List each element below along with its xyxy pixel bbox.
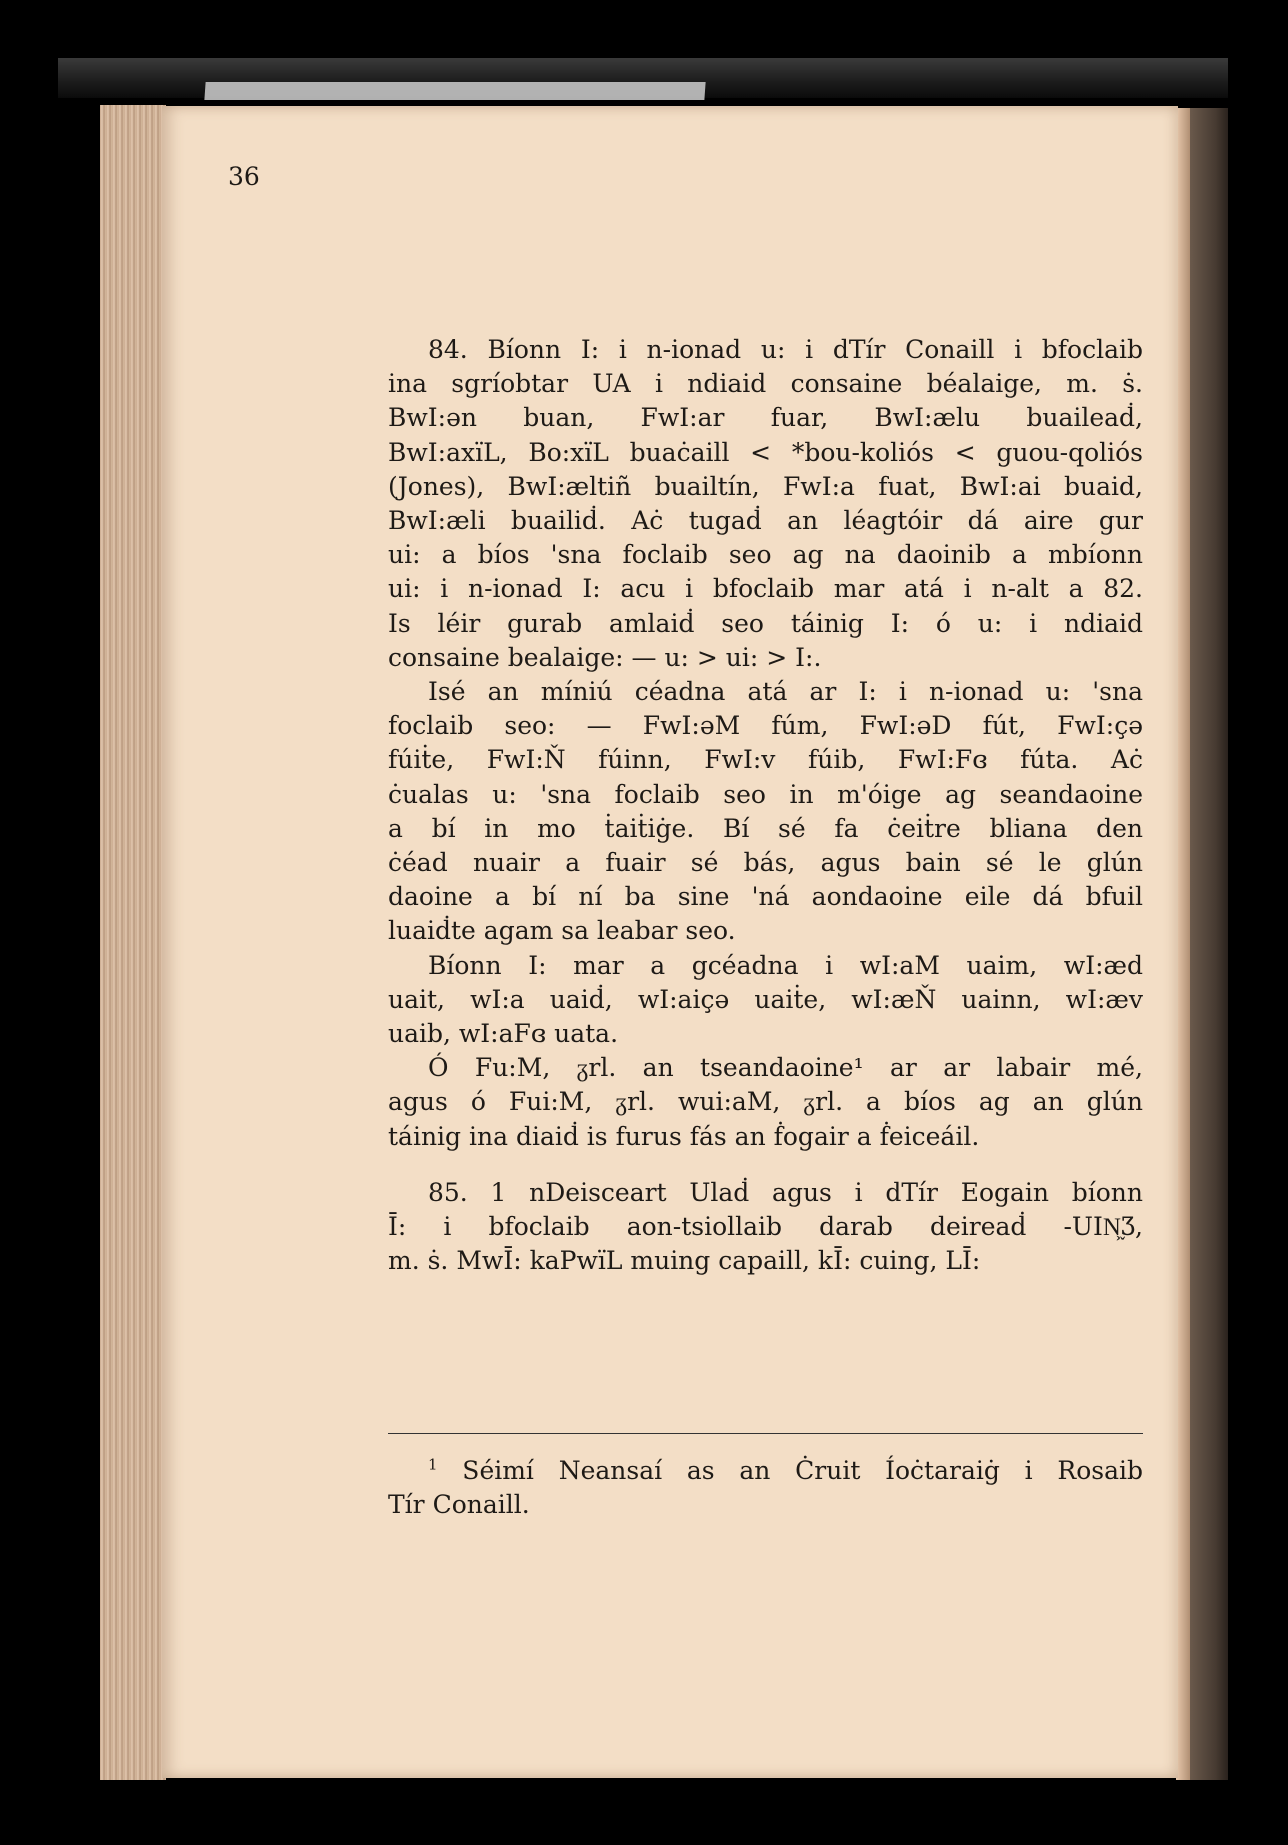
footnote-line: Tír Conaill. — [388, 1490, 530, 1519]
text-line: ui: i n-ionad I: acu i bfoclaib mar atá i n-alt a 82. — [388, 574, 1143, 604]
text-line: uait, wI:a uaiḋ, wI:aiçə uaiṫe, wI:æŇ uainn, wI:æv — [388, 984, 1143, 1014]
board-highlight — [204, 82, 705, 100]
text-line: fúiṫe, FwI:Ň fúinn, FwI:v fúib, FwI:Fɞ fúta. Aċ — [388, 745, 1143, 775]
paragraph-p84b — [388, 675, 1143, 949]
footnote-marker: 1 — [428, 1455, 438, 1474]
footnote — [388, 1454, 1143, 1522]
text-line: uaib, wI:aFɞ uata. — [388, 1019, 619, 1049]
text-line: daoine a bí ní ba sine 'ná aondaoine eile dá bfuil — [388, 882, 1143, 912]
text-line: m. ṡ. MwĪ: kaPwïL muing capaill, kĪ: cuing, LĪ: — [388, 1246, 981, 1276]
text-line: Is léir gurab amlaiḋ seo táinig I: ó u: i ndiaid — [388, 608, 1143, 638]
text-line: ċéad nuair a fuair sé bás, agus bain sé le glún — [388, 848, 1143, 878]
text-line: (Jones), BwI:æltiñ buailtín, FwI:a fuat, BwI:ai buaid, — [388, 471, 1143, 501]
text-line: 84. Bíonn I: i n-ionad u: i dTír Conaill i bfoclaib — [428, 335, 1143, 364]
text-line: Ī: i bfoclaib aon-tsiollaib darab deireaḋ -UIN᷿Ӡ, — [388, 1212, 1143, 1242]
page-right-edge — [1176, 108, 1190, 1780]
text-line: BwI:ən buan, FwI:ar fuar, BwI:ælu buaileaḋ, — [388, 403, 1143, 433]
text-line: Ó Fu:M, ᵹrl. an tseandaoine¹ ar ar labair mé, — [428, 1053, 1143, 1083]
text-line: ina sgríobtar UA i ndiaid consaine béalaige, m. ṡ. — [388, 369, 1143, 399]
paragraph-p84d — [388, 1051, 1143, 1154]
text-line: 85. 1 nDeisceart Ulaḋ agus i dTír Eogain bíonn — [428, 1177, 1143, 1207]
text-line: ċualas u: 'sna foclaib seo in m'óige ag seandaoine — [388, 779, 1143, 809]
footnote-rule — [388, 1433, 1143, 1434]
paragraph-p84c — [388, 949, 1143, 1052]
text-line: luaiḋte agam sa leabar seo. — [388, 916, 736, 946]
text-line: BwI:axïL, Bo:xïL buaċaill < *bou-koliós < guou-qoliós — [388, 437, 1143, 467]
text-line: BwI:æli buailiḋ. Aċ tugaḋ an léagtóir dá aire gur — [388, 506, 1143, 536]
text-line: Isé an míniú céadna atá ar I: i n-ionad u: 'sna — [428, 677, 1143, 707]
text-line: Bíonn I: mar a gcéadna i wI:aM uaim, wI:æd — [428, 950, 1143, 980]
text-line: táinig ina diaiḋ is furus fás an ḟogair a ḟeiceáil. — [388, 1121, 980, 1151]
paragraph-p85 — [388, 1176, 1143, 1279]
main-text — [388, 333, 1143, 1278]
page-number: 36 — [228, 162, 260, 191]
page-edge-stack — [100, 105, 166, 1780]
text-line: agus ó Fui:M, ᵹrl. wui:aM, ᵹrl. a bíos ag an glún — [388, 1087, 1143, 1117]
paragraph-p84 — [388, 333, 1143, 675]
text-line: foclaib seo: — FwI:əM fúm, FwI:əD fút, FwI:çə — [388, 711, 1143, 741]
footnote-line: $^1$ Séimí Neansaí as an Ċruit Íoċtaraiġ i Rosaib — [428, 1455, 1143, 1485]
book-board-right — [1188, 108, 1228, 1780]
text-line: ui: a bíos 'sna foclaib seo ag na daoinib a mbíonn — [388, 540, 1143, 570]
text-line: a bí in mo ṫaiṫiġe. Bí sé fa ċeiṫre bliana den — [388, 813, 1143, 843]
text-line: consaine bealaige: — u: > ui: > I:. — [388, 642, 822, 672]
